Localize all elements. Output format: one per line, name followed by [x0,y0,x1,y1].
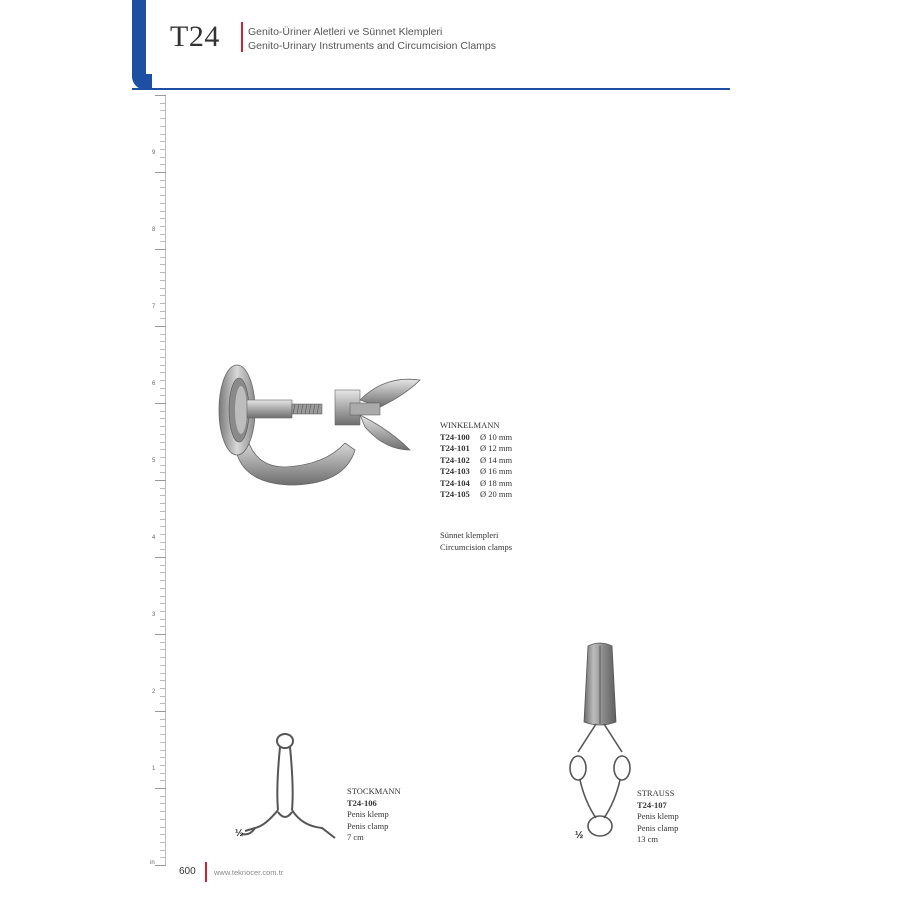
ruler-tick [160,241,166,242]
ruler-tick [160,449,166,450]
product-code-row [440,489,512,501]
ruler-tick [160,157,166,158]
product-size: Ø 10 mm [480,431,513,442]
ruler-tick [160,465,166,466]
description-en: Penis clamp [347,820,389,831]
product-code: T24-102 [440,454,470,465]
ruler-tick [160,141,166,142]
product-code: T24-106 [347,797,377,808]
ruler-tick [160,542,166,543]
page-number: 600 [179,866,196,877]
ruler-tick [160,565,166,566]
ruler-tick [160,164,166,165]
winkelmann-clamp-illustration [215,355,430,495]
measurement-ruler [150,95,170,865]
ruler-number: 2 [152,689,156,695]
ruler-tick [160,827,166,828]
ruler-tick [160,673,166,674]
winkelmann-description [440,530,512,553]
product-code-row [440,443,512,455]
ruler-tick [160,472,166,473]
ruler-tick [160,834,166,835]
product-size: Ø 20 mm [480,489,513,499]
ruler-tick [160,803,166,804]
ruler-tick [160,819,166,820]
product-code-row [440,466,512,478]
ruler-tick [160,665,166,666]
ruler-tick [160,341,166,342]
ruler-tick [160,349,166,350]
ruler-tick [160,649,166,650]
ruler-tick [160,757,166,758]
ruler-tick [160,796,166,797]
product-code-row [440,455,512,467]
description-tr: Penis klemp [347,809,389,819]
ruler-tick [160,411,166,412]
ruler-number: 5 [152,458,156,464]
strauss-clamp-illustration [560,642,640,842]
product-size: Ø 18 mm [480,477,513,488]
ruler-tick [160,388,166,389]
product-name: STOCKMANN [347,786,401,796]
description-tr: Sünnet klempleri [440,530,499,540]
ruler-tick [160,619,166,620]
section-code: T24 [170,20,220,53]
ruler-tick [160,549,166,550]
ruler-tick [160,203,166,204]
description-tr: Penis klemp [637,811,679,821]
ruler-number: 8 [152,227,156,233]
ruler-tick [160,696,166,697]
ruler-tick [155,557,166,558]
ruler-tick [160,780,166,781]
ruler-tick [160,588,166,589]
ruler-tick [160,842,166,843]
product-size: Ø 16 mm [480,466,513,476]
ruler-tick [160,357,166,358]
product-size: Ø 14 mm [480,454,513,465]
product-code: T24-107 [637,799,667,810]
ruler-tick [160,519,166,520]
ruler-tick [155,865,166,866]
product-code: T24-105 [440,489,470,499]
product-size: Ø 12 mm [480,443,513,453]
ruler-tick [160,434,166,435]
ruler-number: 7 [152,304,156,310]
ruler-tick [160,457,166,458]
product-length: 13 cm [637,834,659,844]
ruler-tick [160,511,166,512]
ruler-tick [160,288,166,289]
ruler-number: 9 [152,150,156,156]
product-code-row [440,478,512,490]
ruler-tick [160,603,166,604]
ruler-tick [155,480,166,481]
ruler-tick [160,857,166,858]
strauss-info [637,788,679,846]
ruler-tick [160,187,166,188]
ruler-tick [160,657,166,658]
ruler-tick [160,195,166,196]
ruler-tick [160,257,166,258]
description-en: Penis clamp [637,822,679,833]
ruler-tick [160,442,166,443]
ruler-tick [160,372,166,373]
ruler-tick [160,611,166,612]
ruler-tick [160,726,166,727]
ruler-tick [160,318,166,319]
ruler-tick [160,272,166,273]
ruler-tick [160,118,166,119]
ruler-tick [160,495,166,496]
product-code: T24-104 [440,477,470,488]
ruler-tick [160,534,166,535]
description-en: Circumcision clamps [440,541,513,552]
ruler-tick [160,365,166,366]
ruler-tick [160,750,166,751]
product-code: T24-103 [440,466,470,476]
ruler-tick [160,719,166,720]
ruler-number: 3 [152,612,156,618]
ruler-tick [160,596,166,597]
ruler-tick [160,488,166,489]
ruler-tick [160,264,166,265]
ruler-tick [160,526,166,527]
ruler-tick [155,634,166,635]
ruler-tick [160,734,166,735]
ruler-tick [160,103,166,104]
stockmann-info [347,786,401,844]
ruler-tick [160,503,166,504]
ruler-tick [160,303,166,304]
ruler-tick [160,580,166,581]
ruler-tick [155,403,166,404]
ruler-tick [160,742,166,743]
ruler-tick [160,426,166,427]
ruler-unit: in [150,860,155,866]
ruler-number: 4 [152,535,156,541]
ruler-tick [160,680,166,681]
ruler-tick [155,711,166,712]
ruler-tick [160,218,166,219]
footer-url[interactable]: www.teknocer.com.tr [214,868,284,877]
ruler-tick [155,95,166,96]
ruler-tick [160,226,166,227]
product-code-row [440,432,512,444]
strauss-scale: ½ [575,830,584,841]
ruler-tick [155,326,166,327]
ruler-tick [160,395,166,396]
ruler-tick [160,126,166,127]
ruler-tick [160,234,166,235]
ruler-tick [160,180,166,181]
product-code: T24-100 [440,431,470,442]
stockmann-clamp-illustration [240,728,340,848]
ruler-tick [160,380,166,381]
ruler-tick [160,334,166,335]
ruler-tick [160,110,166,111]
product-name: WINKELMANN [440,420,500,430]
ruler-tick [160,773,166,774]
ruler-tick [160,418,166,419]
ruler-tick [160,626,166,627]
ruler-number: 6 [152,381,156,387]
header-rule [132,88,730,90]
ruler-tick [155,172,166,173]
ruler-tick [160,211,166,212]
stockmann-scale: ½ [235,828,244,839]
ruler-tick [160,280,166,281]
section-title-tr: Genito-Üriner Aletleri ve Sünnet Klempleri [248,26,443,38]
footer-divider [205,862,207,882]
ruler-tick [160,572,166,573]
header-divider [241,22,243,52]
ruler-tick [160,134,166,135]
product-name: STRAUSS [637,788,675,798]
section-title-en: Genito-Urinary Instruments and Circumcision Clamps [248,40,496,52]
winkelmann-info [440,420,512,501]
product-code: T24-101 [440,443,470,453]
ruler-tick [160,688,166,689]
ruler-tick [160,850,166,851]
ruler-tick [160,642,166,643]
ruler-tick [160,295,166,296]
product-length: 7 cm [347,832,364,842]
ruler-tick [160,765,166,766]
ruler-tick [160,703,166,704]
ruler-tick [160,149,166,150]
ruler-tick [155,249,166,250]
ruler-tick [160,811,166,812]
ruler-tick [155,788,166,789]
ruler-tick [160,311,166,312]
ruler-number: 1 [152,766,156,772]
product-code-list [440,432,512,501]
